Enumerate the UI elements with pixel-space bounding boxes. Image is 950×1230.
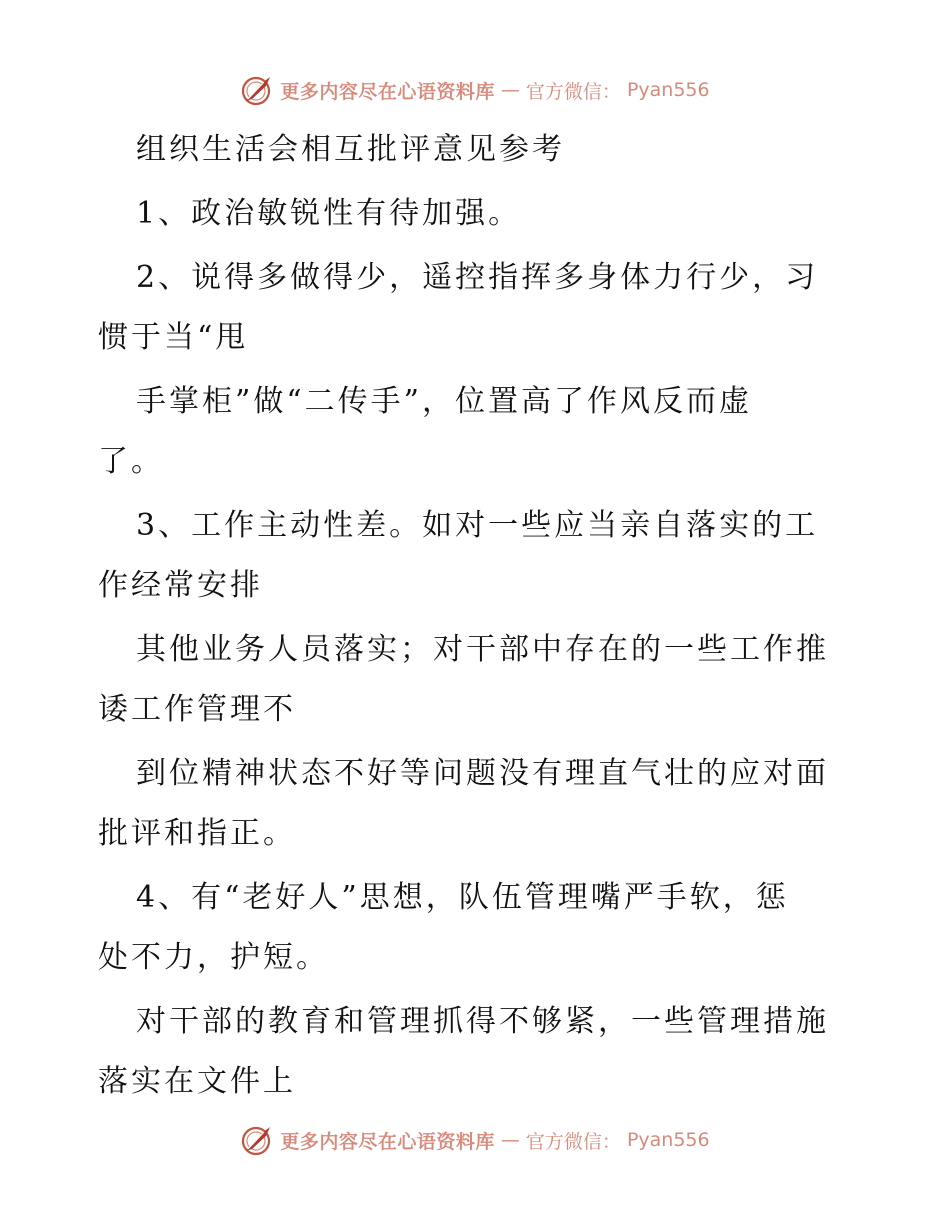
paragraph-line: 手掌柜”做“二传手”，位置高了作风反而虚 xyxy=(136,384,753,419)
paragraph-line: 惯于当“甩 xyxy=(98,320,249,355)
document-title: 组织生活会相互批评意见参考 xyxy=(136,132,565,167)
paragraph-line: 对干部的教育和管理抓得不够紧，一些管理措施 xyxy=(136,1004,829,1039)
paragraph-line: 到位精神状态不好等问题没有理直气壮的应对面 xyxy=(136,756,829,791)
watermark-wechat-id: Pyan556 xyxy=(626,1129,710,1151)
document-body xyxy=(98,125,858,1097)
watermark-brand-text: 更多内容尽在心语资料库 xyxy=(280,80,495,103)
quill-logo-icon xyxy=(240,1123,274,1157)
paragraph-line: 诿工作管理不 xyxy=(98,692,296,727)
quill-logo-icon xyxy=(240,73,274,107)
watermark-dash: — xyxy=(500,79,520,101)
paragraph-line: 落实在文件上 xyxy=(98,1064,296,1099)
watermark-wechat-id: Pyan556 xyxy=(626,79,710,101)
footer-watermark xyxy=(0,1120,950,1160)
header-watermark xyxy=(0,70,950,110)
watermark-dash: — xyxy=(500,1129,520,1151)
watermark-wechat-label: 官方微信： xyxy=(525,80,621,103)
paragraph-line: 1、政治敏锐性有待加强。 xyxy=(136,196,522,231)
watermark-brand-text: 更多内容尽在心语资料库 xyxy=(280,1130,495,1153)
paragraph-line: 批评和指正。 xyxy=(98,816,296,851)
paragraph-line: 作经常安排 xyxy=(98,568,263,603)
watermark-wechat-label: 官方微信： xyxy=(525,1130,621,1153)
paragraph-line: 处不力，护短。 xyxy=(98,940,329,975)
paragraph-line: 了。 xyxy=(98,444,164,479)
paragraph-line: 3、工作主动性差。如对一些应当亲自落实的工 xyxy=(136,508,819,543)
paragraph-line: 其他业务人员落实；对干部中存在的一些工作推 xyxy=(136,632,829,667)
paragraph-line: 2、说得多做得少，遥控指挥多身体力行少，习 xyxy=(136,260,819,295)
paragraph-line: 4、有“老好人”思想，队伍管理嘴严手软，惩 xyxy=(136,880,789,915)
